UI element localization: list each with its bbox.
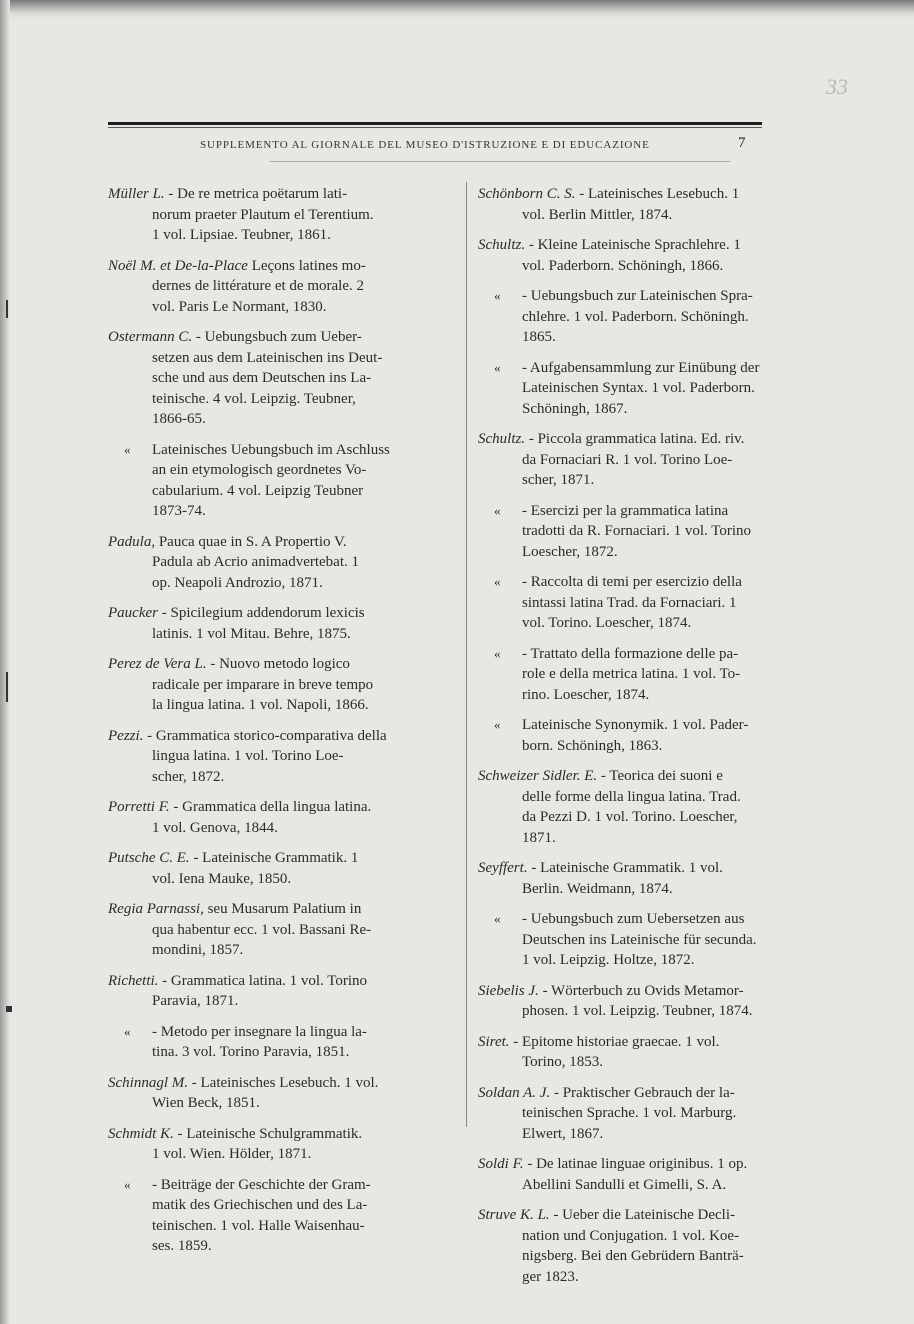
running-head: SUPPLEMENTO AL GIORNALE DEL MUSEO D'ISTRUZIONE E DI EDUCAZIONE xyxy=(200,139,650,151)
entry-line xyxy=(108,297,424,318)
entry-text: sche und aus dem Deutschen ins La- xyxy=(152,370,372,386)
entry-line xyxy=(108,797,424,818)
entry-text: tradotti da R. Fornaciari. 1 vol. Torino xyxy=(522,523,752,539)
entry-line xyxy=(478,950,764,971)
entry-text: 1 vol. Genova, 1844. xyxy=(152,819,278,836)
entry-author: Siret. xyxy=(478,1033,510,1050)
entry-text: latinis. 1 vol Mitau. Behre, 1875. xyxy=(152,625,351,642)
bibliography-subentry xyxy=(478,572,764,634)
entry-line xyxy=(108,1216,424,1237)
entry-text: 1873-74. xyxy=(152,503,206,519)
entry-text: la lingua latina. 1 vol. Napoli, 1866. xyxy=(152,697,369,713)
entry-author: Regia Parnassi, xyxy=(108,901,204,917)
header-rule-thin xyxy=(108,127,762,128)
entry-line xyxy=(478,256,764,277)
entry-author: Perez de Vera L. xyxy=(108,656,207,672)
bibliography-entry xyxy=(478,1032,764,1073)
entry-line xyxy=(478,450,764,471)
right-column xyxy=(478,184,764,1297)
entry-text: vol. Berlin Mittler, 1874. xyxy=(522,206,673,223)
entry-line xyxy=(478,1175,764,1196)
entry-line xyxy=(478,429,764,450)
entry-text: op. Neapoli Androzio, 1871. xyxy=(152,574,323,591)
entry-text: - Metodo per insegnare la lingua la- xyxy=(152,1023,367,1040)
entry-text: - Trattato della formazione delle pa- xyxy=(522,645,739,662)
entry-line xyxy=(478,593,764,614)
entry-text: Torino, 1853. xyxy=(522,1054,604,1070)
entry-text: - Nuovo metodo logico xyxy=(206,656,350,672)
entry-line xyxy=(108,327,424,348)
entry-text: - De re metrica poëtarum lati- xyxy=(164,186,348,202)
ditto-mark: « xyxy=(494,717,501,732)
entry-author: Padula, xyxy=(108,533,156,550)
ditto-mark: « xyxy=(494,911,501,926)
entry-author: Paucker xyxy=(108,605,158,621)
ditto-mark: « xyxy=(124,1023,131,1039)
entry-line xyxy=(108,205,424,226)
entry-line xyxy=(478,828,764,849)
entry-line xyxy=(108,869,424,890)
entry-line xyxy=(478,787,764,808)
bibliography-entry xyxy=(108,532,424,594)
ditto-mark: « xyxy=(494,645,501,661)
entry-text: norum praeter Plautum el Terentium. xyxy=(152,206,374,223)
entry-line xyxy=(478,307,764,328)
entry-line xyxy=(108,532,424,553)
entry-text: Deutschen ins Lateinische für secunda. xyxy=(522,931,757,948)
entry-author: Richetti. xyxy=(108,972,159,989)
entry-line xyxy=(108,675,424,696)
entry-text: - Lateinische Schulgrammatik. xyxy=(173,1125,363,1142)
bibliography-subentry xyxy=(108,1175,424,1257)
entry-line xyxy=(108,552,424,573)
entry-text: delle forme della lingua latina. Trad. xyxy=(522,788,741,805)
entry-text: sintassi latina Trad. da Fornaciari. 1 xyxy=(522,594,737,611)
bibliography-entry xyxy=(108,797,424,838)
entry-text: - Teorica dei suoni e xyxy=(597,768,723,784)
entry-line xyxy=(478,1103,764,1124)
entry-line xyxy=(108,225,424,246)
entry-line xyxy=(478,1032,764,1053)
entry-author: Siebelis J. xyxy=(478,982,539,999)
bibliography-subentry xyxy=(478,286,764,348)
entry-text: Schöningh, 1867. xyxy=(522,400,628,417)
entry-line xyxy=(108,368,424,389)
bibliography-subentry xyxy=(108,440,424,522)
entry-text: - Lateinisches Lesebuch. 1 vol. xyxy=(188,1074,379,1091)
entry-line xyxy=(108,409,424,430)
entry-text: role e della metrica latina. 1 vol. To- xyxy=(522,666,741,682)
entry-line xyxy=(478,1001,764,1022)
entry-line xyxy=(108,1022,424,1043)
entry-text: - Lateinisches Lesebuch. 1 xyxy=(575,186,740,202)
entry-line xyxy=(478,399,764,420)
scan-speck xyxy=(6,1006,12,1012)
entry-text: - Wörterbuch zu Ovids Metamor- xyxy=(538,982,744,999)
ditto-mark: « xyxy=(124,1176,131,1192)
entry-text: Berlin. Weidmann, 1874. xyxy=(522,880,673,897)
entry-text: da Pezzi D. 1 vol. Torino. Loescher, xyxy=(522,809,738,825)
entry-line xyxy=(108,654,424,675)
entry-author: Putsche C. E. xyxy=(108,850,190,866)
bibliography-entry xyxy=(108,256,424,318)
entry-author: Noël M. et De-la-Place xyxy=(108,257,248,274)
entry-line xyxy=(108,940,424,961)
entry-line xyxy=(478,736,764,757)
entry-author: Struve K. L. xyxy=(478,1207,550,1223)
entry-text: - Praktischer Gebrauch der la- xyxy=(550,1084,735,1101)
entry-line xyxy=(108,348,424,369)
entry-text: - Beiträge der Geschichte der Gram- xyxy=(152,1176,371,1193)
entry-text: 1 vol. Leipzig. Holtze, 1872. xyxy=(522,952,695,968)
entry-line xyxy=(108,1144,424,1165)
bibliography-entry xyxy=(478,981,764,1022)
entry-line xyxy=(478,378,764,399)
scan-speck xyxy=(6,300,8,318)
ditto-mark: « xyxy=(494,574,501,589)
entry-line xyxy=(108,1093,424,1114)
entry-line xyxy=(478,879,764,900)
bibliography-entry xyxy=(478,1154,764,1195)
entry-line xyxy=(108,440,424,461)
scan-edge-left xyxy=(0,0,10,1324)
bibliography-entry xyxy=(108,1073,424,1114)
bibliography-entry xyxy=(478,766,764,848)
bibliography-entry xyxy=(108,899,424,961)
entry-author: Schweizer Sidler. E. xyxy=(478,768,598,784)
entry-text: - Aufgabensammlung zur Einübung der xyxy=(522,359,760,376)
entry-line xyxy=(108,971,424,992)
entry-line xyxy=(478,521,764,542)
page-number: 7 xyxy=(738,135,746,151)
entry-line xyxy=(478,205,764,226)
column-divider xyxy=(466,182,467,1127)
entry-author: Schultz. xyxy=(478,431,526,447)
entry-text: scher, 1871. xyxy=(522,472,595,488)
entry-text: Lateinischen Syntax. 1 vol. Paderborn. xyxy=(522,380,755,396)
entry-line xyxy=(108,899,424,920)
entry-author: Soldan A. J. xyxy=(478,1084,551,1101)
bibliography-entry xyxy=(108,1124,424,1165)
bibliography-subentry xyxy=(478,501,764,563)
entry-line xyxy=(478,766,764,787)
entry-line xyxy=(478,807,764,828)
entry-text: mondini, 1857. xyxy=(152,942,244,958)
bibliography-entry xyxy=(478,235,764,276)
bibliography-subentry xyxy=(478,715,764,756)
entry-line xyxy=(478,1052,764,1073)
entry-line xyxy=(108,920,424,941)
entry-text: matik des Griechischen und des La- xyxy=(152,1197,368,1213)
bibliography-entry xyxy=(108,184,424,246)
header-underline xyxy=(270,161,730,162)
entry-line xyxy=(478,501,764,522)
bibliography-subentry xyxy=(108,1022,424,1063)
entry-text: teinischen Sprache. 1 vol. Marburg. xyxy=(522,1105,737,1121)
entry-line xyxy=(108,726,424,747)
bibliography-entry xyxy=(478,429,764,491)
entry-text: tina. 3 vol. Torino Paravia, 1851. xyxy=(152,1044,350,1060)
entry-text: 1871. xyxy=(522,829,556,846)
entry-line xyxy=(108,624,424,645)
entry-text: Lateinische Synonymik. 1 vol. Pader- xyxy=(522,717,749,733)
entry-text: - Piccola grammatica latina. Ed. riv. xyxy=(525,431,745,447)
entry-author: Pezzi. xyxy=(108,727,144,744)
entry-line xyxy=(108,1175,424,1196)
bibliography-entry xyxy=(108,848,424,889)
entry-text: ger 1823. xyxy=(522,1268,579,1285)
entry-line xyxy=(108,184,424,205)
entry-text: - Uebungsbuch zum Ueber- xyxy=(192,329,362,345)
entry-text: vol. Paris Le Normant, 1830. xyxy=(152,298,327,315)
entry-text: - Grammatica storico-comparativa della xyxy=(143,727,387,744)
entry-line xyxy=(108,1124,424,1145)
bibliography-subentry xyxy=(478,909,764,971)
entry-text: dernes de littérature et de morale. 2 xyxy=(152,278,364,294)
entry-text: setzen aus dem Lateinischen ins Deut- xyxy=(152,349,383,366)
entry-text: - Spicilegium addendorum lexicis xyxy=(157,605,365,621)
entry-text: born. Schöningh, 1863. xyxy=(522,737,663,754)
ditto-mark: « xyxy=(124,441,131,457)
entry-line xyxy=(108,1042,424,1063)
entry-text: Loescher, 1872. xyxy=(522,543,618,560)
entry-text: - Uebungsbuch zur Lateinischen Spra- xyxy=(522,288,753,304)
entry-text: vol. Torino. Loescher, 1874. xyxy=(522,615,692,631)
entry-text: - Epitome historiae graecae. 1 vol. xyxy=(509,1033,720,1050)
entry-line xyxy=(108,276,424,297)
entry-author: Ostermann C. xyxy=(108,329,193,345)
entry-text: da Fornaciari R. 1 vol. Torino Loe- xyxy=(522,451,733,468)
entry-line xyxy=(108,818,424,839)
entry-author: Schönborn C. S. xyxy=(478,186,576,202)
entry-author: Porretti F. xyxy=(108,799,170,815)
entry-text: radicale per imparare in breve tempo xyxy=(152,676,374,693)
entry-text: Abellini Sandulli et Gimelli, S. A. xyxy=(522,1176,727,1193)
entry-text: - Ueber die Lateinische Decli- xyxy=(549,1207,735,1223)
bibliography-subentry xyxy=(478,644,764,706)
entry-text: - Lateinische Grammatik. 1 vol. xyxy=(527,860,723,876)
entry-text: Wien Beck, 1851. xyxy=(152,1095,260,1111)
entry-line xyxy=(478,1124,764,1145)
entry-line xyxy=(478,613,764,634)
bibliography-entry xyxy=(108,654,424,716)
entry-line xyxy=(108,460,424,481)
ditto-mark: « xyxy=(494,288,501,303)
entry-text: Pauca quae in S. A Propertio V. xyxy=(155,533,347,550)
entry-text: 1 vol. Wien. Hölder, 1871. xyxy=(152,1146,312,1162)
entry-text: an ein etymologisch geordnetes Vo- xyxy=(152,462,367,478)
entry-author: Müller L. xyxy=(108,186,165,202)
entry-text: 1866-65. xyxy=(152,411,206,427)
entry-text: vol. Paderborn. Schöningh, 1866. xyxy=(522,257,724,274)
entry-text: - Grammatica latina. 1 vol. Torino xyxy=(158,972,368,989)
bibliography-entry xyxy=(108,327,424,430)
entry-text: 1 vol. Lipsiae. Teubner, 1861. xyxy=(152,227,331,243)
bibliography-entry xyxy=(108,603,424,644)
corner-mark: 33 xyxy=(826,74,848,99)
ditto-mark: « xyxy=(494,502,501,518)
entry-line xyxy=(108,695,424,716)
entry-text: phosen. 1 vol. Leipzig. Teubner, 1874. xyxy=(522,1003,753,1019)
entry-text: - Raccolta di temi per esercizio della xyxy=(522,574,742,590)
entry-author: Schinnagl M. xyxy=(108,1074,188,1091)
bibliography-entry xyxy=(108,726,424,788)
entry-line xyxy=(478,1205,764,1226)
entry-line xyxy=(478,858,764,879)
scan-edge-top xyxy=(0,0,914,18)
entry-line xyxy=(478,184,764,205)
entry-author: Soldi F. xyxy=(478,1156,524,1172)
entry-text: chlehre. 1 vol. Paderborn. Schöningh. xyxy=(522,308,749,325)
entry-line xyxy=(108,1236,424,1257)
entry-line xyxy=(478,470,764,491)
entry-text: - Esercizi per la grammatica latina xyxy=(522,502,729,519)
entry-text: 1865. xyxy=(522,329,556,345)
entry-text: qua habentur ecc. 1 vol. Bassani Re- xyxy=(152,921,372,938)
entry-text: - De latinae linguae originibus. 1 op. xyxy=(523,1156,748,1172)
entry-text: - Kleine Lateinische Sprachlehre. 1 xyxy=(525,237,741,253)
entry-line xyxy=(478,1226,764,1247)
entry-line xyxy=(478,286,764,307)
entry-text: cabularium. 4 vol. Leipzig Teubner xyxy=(152,482,364,499)
entry-author: Schultz. xyxy=(478,237,526,253)
entry-line xyxy=(108,991,424,1012)
entry-line xyxy=(478,1267,764,1288)
entry-text: nation und Conjugation. 1 vol. Koe- xyxy=(522,1227,740,1244)
entry-line xyxy=(108,603,424,624)
entry-line xyxy=(108,501,424,522)
entry-line xyxy=(478,327,764,348)
entry-text: Padula ab Acrio animadvertebat. 1 xyxy=(152,554,360,570)
entry-line xyxy=(478,1246,764,1267)
bibliography-entry xyxy=(108,971,424,1012)
bibliography-entry xyxy=(478,184,764,225)
entry-line xyxy=(108,481,424,502)
entry-line xyxy=(478,542,764,563)
entry-line xyxy=(478,685,764,706)
header-rule-thick xyxy=(108,122,762,125)
bibliography-entry xyxy=(478,1083,764,1145)
entry-text: Paravia, 1871. xyxy=(152,993,239,1009)
ditto-mark: « xyxy=(494,359,501,375)
scan-speck xyxy=(6,672,8,702)
entry-line xyxy=(478,909,764,930)
entry-line xyxy=(478,715,764,736)
entry-text: Lateinisches Uebungsbuch im Aschluss xyxy=(152,441,390,458)
entry-text: - Grammatica della lingua latina. xyxy=(169,799,372,815)
entry-text: vol. Iena Mauke, 1850. xyxy=(152,870,292,887)
entry-line xyxy=(108,389,424,410)
entry-line xyxy=(108,256,424,277)
entry-line xyxy=(478,930,764,951)
entry-line xyxy=(478,358,764,379)
entry-line xyxy=(478,1083,764,1104)
entry-author: Schmidt K. xyxy=(108,1125,174,1142)
entry-line xyxy=(108,1195,424,1216)
entry-text: lingua latina. 1 vol. Torino Loe- xyxy=(152,748,344,764)
bibliography-subentry xyxy=(478,358,764,420)
entry-line xyxy=(108,848,424,869)
entry-line xyxy=(478,572,764,593)
bibliography-entry xyxy=(478,1205,764,1287)
entry-text: teinischen. 1 vol. Halle Waisenhau- xyxy=(152,1217,365,1234)
bibliography-entry xyxy=(478,858,764,899)
entry-line xyxy=(108,573,424,594)
entry-text: - Uebungsbuch zum Uebersetzen aus xyxy=(522,911,745,927)
entry-text: - Lateinische Grammatik. 1 xyxy=(189,850,359,866)
entry-line xyxy=(478,981,764,1002)
entry-text: seu Musarum Palatium in xyxy=(203,901,362,917)
entry-line xyxy=(478,235,764,256)
entry-line xyxy=(478,664,764,685)
entry-text: nigsberg. Bei den Gebrüdern Banträ- xyxy=(522,1248,744,1264)
entry-line xyxy=(108,767,424,788)
entry-text: teinische. 4 vol. Leipzig. Teubner, xyxy=(152,390,356,407)
entry-line xyxy=(108,746,424,767)
entry-line xyxy=(478,1154,764,1175)
entry-line xyxy=(478,644,764,665)
left-column xyxy=(108,184,424,1267)
entry-text: Elwert, 1867. xyxy=(522,1125,604,1142)
entry-text: Leçons latines mo- xyxy=(247,257,366,274)
entry-text: ses. 1859. xyxy=(152,1238,212,1254)
entry-author: Seyffert. xyxy=(478,860,528,876)
entry-text: rino. Loescher, 1874. xyxy=(522,686,650,703)
entry-text: scher, 1872. xyxy=(152,768,225,785)
entry-line xyxy=(108,1073,424,1094)
